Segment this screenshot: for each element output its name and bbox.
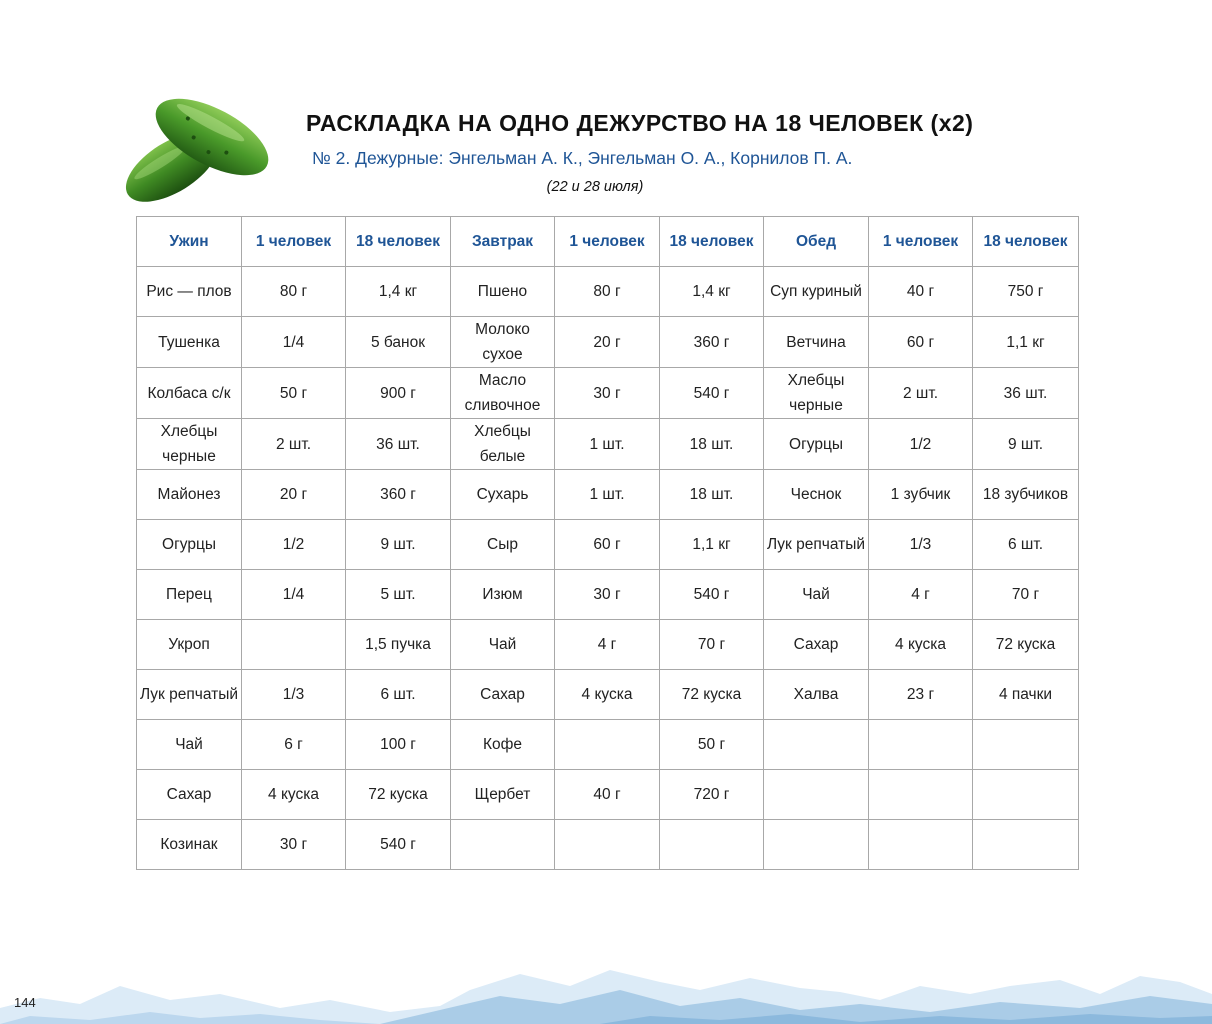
table-cell: 6 шт.: [973, 520, 1079, 570]
table-cell: Огурцы: [764, 419, 869, 470]
table-cell: 4 пачки: [973, 670, 1079, 720]
table-cell: [555, 820, 660, 870]
table-cell: 4 г: [555, 620, 660, 670]
table-cell: Сахар: [764, 620, 869, 670]
table-cell: 9 шт.: [973, 419, 1079, 470]
table-cell: [764, 720, 869, 770]
table-row: [137, 570, 1079, 620]
table-row: [137, 720, 1079, 770]
table-cell: 1,4 кг: [660, 267, 764, 317]
table-cell: 36 шт.: [346, 419, 451, 470]
table-cell: Сыр: [451, 520, 555, 570]
table-cell: 60 г: [869, 317, 973, 368]
table-cell: Чай: [451, 620, 555, 670]
table-cell: 1 шт.: [555, 419, 660, 470]
table-cell: 4 куска: [555, 670, 660, 720]
table-cell: 4 куска: [242, 770, 346, 820]
table-row: [137, 368, 1079, 419]
table-cell: 1/3: [869, 520, 973, 570]
table-cell: Масло сливочное: [451, 368, 555, 419]
table-cell: 900 г: [346, 368, 451, 419]
table-cell: 1,1 кг: [660, 520, 764, 570]
table-cell: 70 г: [973, 570, 1079, 620]
table-cell: Щербет: [451, 770, 555, 820]
table-cell: 9 шт.: [346, 520, 451, 570]
table-row: [137, 770, 1079, 820]
table-cell: Майонез: [137, 470, 242, 520]
table-cell: 1/4: [242, 317, 346, 368]
table-row: [137, 670, 1079, 720]
table-cell: 36 шт.: [973, 368, 1079, 419]
table-cell: 360 г: [660, 317, 764, 368]
table-cell: 4 г: [869, 570, 973, 620]
table-cell: 40 г: [869, 267, 973, 317]
table-cell: 5 шт.: [346, 570, 451, 620]
table-cell: Огурцы: [137, 520, 242, 570]
column-header: 1 человек: [555, 217, 660, 267]
table-cell: 6 г: [242, 720, 346, 770]
table-row: [137, 620, 1079, 670]
table-cell: 18 шт.: [660, 470, 764, 520]
table-cell: [973, 770, 1079, 820]
table-cell: Сухарь: [451, 470, 555, 520]
table-cell: 72 куска: [346, 770, 451, 820]
ration-table: [136, 216, 1079, 870]
table-cell: [973, 820, 1079, 870]
table-cell: 80 г: [242, 267, 346, 317]
column-header: 1 человек: [242, 217, 346, 267]
table-cell: Лук репчатый: [764, 520, 869, 570]
page-title: РАСКЛАДКА НА ОДНО ДЕЖУРСТВО НА 18 ЧЕЛОВЕК (х2): [306, 110, 974, 136]
table-cell: Укроп: [137, 620, 242, 670]
table-cell: 23 г: [869, 670, 973, 720]
table-cell: 1,1 кг: [973, 317, 1079, 368]
table-cell: 540 г: [660, 368, 764, 419]
table-cell: 540 г: [346, 820, 451, 870]
table-cell: 72 куска: [660, 670, 764, 720]
table-cell: Сахар: [137, 770, 242, 820]
table-cell: Молоко сухое: [451, 317, 555, 368]
table-cell: 2 шт.: [242, 419, 346, 470]
table-cell: 50 г: [660, 720, 764, 770]
table-cell: Чеснок: [764, 470, 869, 520]
column-header: Завтрак: [451, 217, 555, 267]
table-cell: 1/4: [242, 570, 346, 620]
table-cell: [451, 820, 555, 870]
table-row: [137, 820, 1079, 870]
table-cell: [242, 620, 346, 670]
table-cell: 5 банок: [346, 317, 451, 368]
table-cell: 1/3: [242, 670, 346, 720]
table-cell: Халва: [764, 670, 869, 720]
column-header: 1 человек: [869, 217, 973, 267]
table-cell: 20 г: [242, 470, 346, 520]
table-cell: 20 г: [555, 317, 660, 368]
cucumber-image: [112, 72, 282, 202]
mountains-image: [0, 960, 1212, 1024]
table-cell: [764, 820, 869, 870]
table-cell: [660, 820, 764, 870]
table-cell: Сахар: [451, 670, 555, 720]
table-cell: Чай: [764, 570, 869, 620]
table-cell: 18 шт.: [660, 419, 764, 470]
table-cell: 70 г: [660, 620, 764, 670]
table-cell: Лук репчатый: [137, 670, 242, 720]
dates-note: (22 и 28 июля): [546, 179, 644, 195]
column-header: Ужин: [137, 217, 242, 267]
table-cell: 6 шт.: [346, 670, 451, 720]
table-cell: 1/2: [242, 520, 346, 570]
table-cell: 60 г: [555, 520, 660, 570]
table-cell: 30 г: [242, 820, 346, 870]
table-row: [137, 470, 1079, 520]
table-cell: 2 шт.: [869, 368, 973, 419]
table-cell: 1,5 пучка: [346, 620, 451, 670]
table-cell: 1 шт.: [555, 470, 660, 520]
table-cell: Ветчина: [764, 317, 869, 368]
table-cell: Тушенка: [137, 317, 242, 368]
table-cell: 1/2: [869, 419, 973, 470]
table-cell: Козинак: [137, 820, 242, 870]
table-cell: Хлебцы белые: [451, 419, 555, 470]
table-cell: Рис — плов: [137, 267, 242, 317]
table-cell: [555, 720, 660, 770]
table-header: [137, 217, 1079, 267]
table-cell: 4 куска: [869, 620, 973, 670]
table-cell: Суп куриный: [764, 267, 869, 317]
table-cell: Хлебцы черные: [764, 368, 869, 419]
table-cell: Колбаса с/к: [137, 368, 242, 419]
table-cell: Перец: [137, 570, 242, 620]
column-header: 18 человек: [660, 217, 764, 267]
page-number: 144: [14, 995, 36, 1010]
table-cell: Пшено: [451, 267, 555, 317]
table-row: [137, 267, 1079, 317]
table-cell: 540 г: [660, 570, 764, 620]
table-cell: 360 г: [346, 470, 451, 520]
table-row: [137, 317, 1079, 368]
table-cell: 30 г: [555, 368, 660, 419]
table-cell: Изюм: [451, 570, 555, 620]
column-header: Обед: [764, 217, 869, 267]
column-header: 18 человек: [973, 217, 1079, 267]
table-body: [137, 267, 1079, 870]
page-subtitle: № 2. Дежурные: Энгельман А. К., Энгельман О. А., Корнилов П. А.: [312, 148, 853, 168]
table-cell: 30 г: [555, 570, 660, 620]
table-cell: 1,4 кг: [346, 267, 451, 317]
table-cell: 18 зубчиков: [973, 470, 1079, 520]
table-cell: 72 куска: [973, 620, 1079, 670]
table-cell: 80 г: [555, 267, 660, 317]
table-row: [137, 419, 1079, 470]
table-cell: 750 г: [973, 267, 1079, 317]
table-cell: 50 г: [242, 368, 346, 419]
table-cell: 720 г: [660, 770, 764, 820]
table-cell: Кофе: [451, 720, 555, 770]
table-cell: [764, 770, 869, 820]
table-cell: 1 зубчик: [869, 470, 973, 520]
table-cell: 40 г: [555, 770, 660, 820]
table-cell: Чай: [137, 720, 242, 770]
table-cell: [973, 720, 1079, 770]
table-cell: 100 г: [346, 720, 451, 770]
header-row: [137, 217, 1079, 267]
column-header: 18 человек: [346, 217, 451, 267]
table-row: [137, 520, 1079, 570]
table-cell: [869, 770, 973, 820]
table-cell: Хлебцы черные: [137, 419, 242, 470]
table-cell: [869, 720, 973, 770]
table-cell: [869, 820, 973, 870]
